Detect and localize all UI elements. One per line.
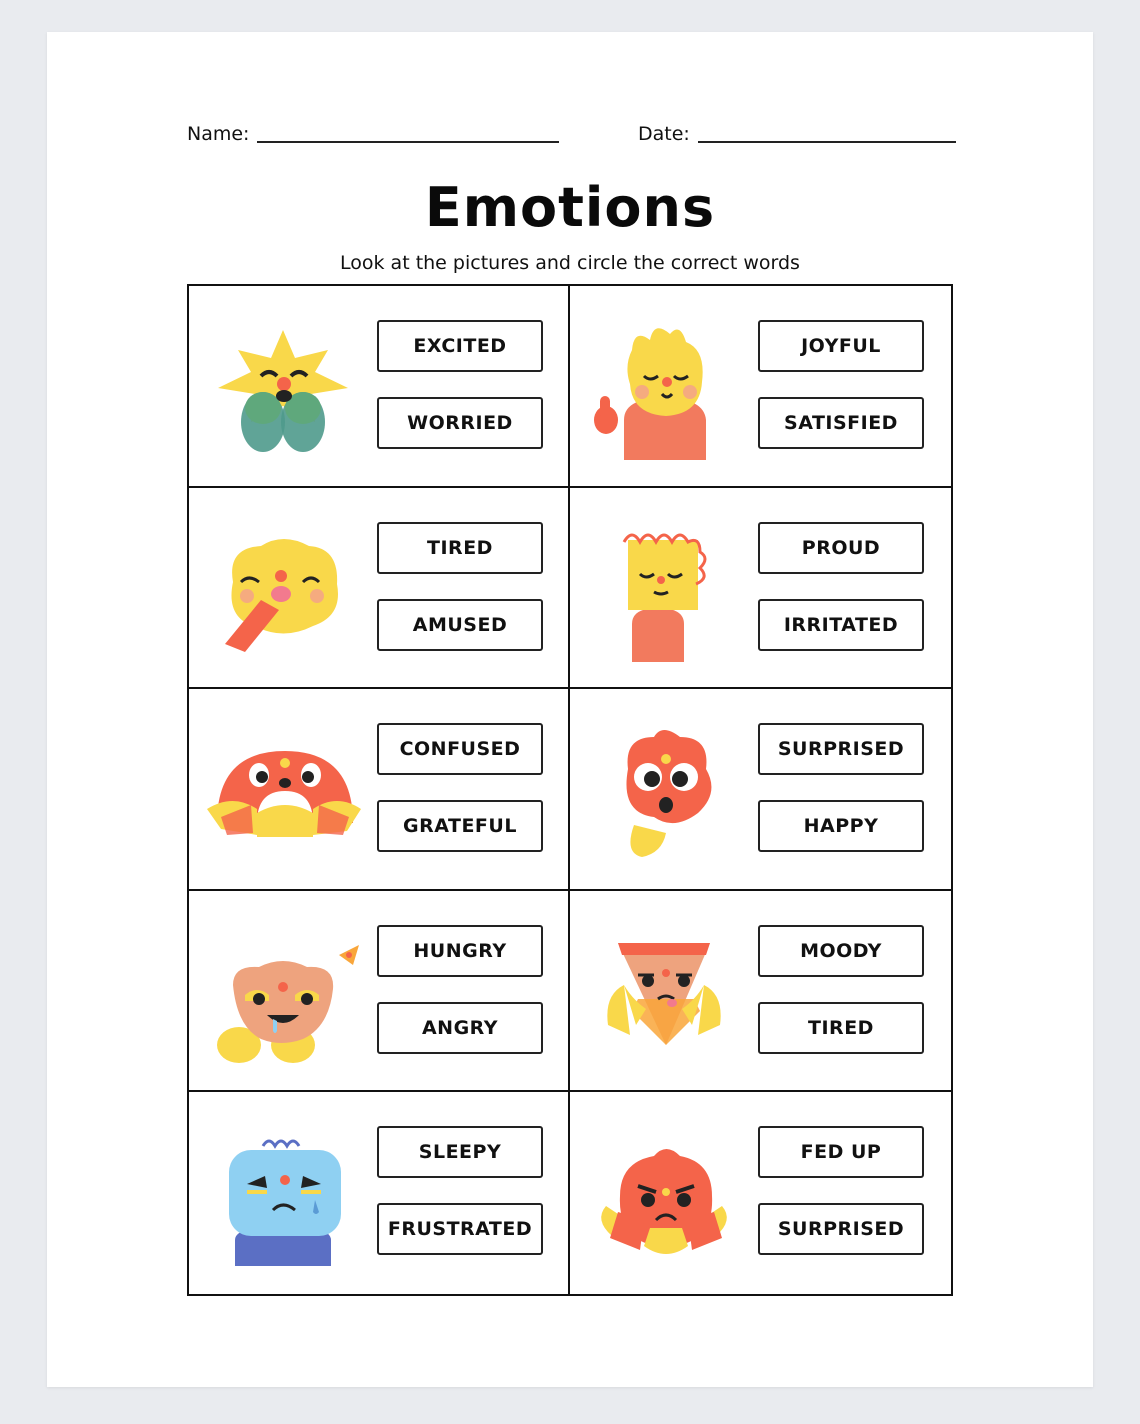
option-word-2[interactable]: SURPRISED [758,1203,924,1255]
emotion-cell [189,488,570,690]
emotion-cell [570,891,951,1093]
option-word-2[interactable]: FRUSTRATED [377,1203,543,1255]
emotion-cell [189,891,570,1093]
joyful-flame-character-icon [584,310,744,460]
option-word-1[interactable]: SLEEPY [377,1126,543,1178]
name-line [257,141,559,143]
confused-rainbow-character-icon [203,713,363,863]
emotion-cell [189,1092,570,1294]
fed-up-orange-character-icon [584,1116,744,1266]
name-label: Name: [187,123,250,145]
option-word-1[interactable]: TIRED [377,522,543,574]
emotion-cell [570,286,951,488]
sleepy-blue-character-icon [203,1116,363,1266]
surprised-mushroom-character-icon [584,713,744,863]
option-word-1[interactable]: PROUD [758,522,924,574]
page-title: Emotions [424,176,716,239]
date-line [698,141,956,143]
option-word-1[interactable]: HUNGRY [377,925,543,977]
hungry-pizza-character-icon [203,915,363,1065]
option-word-1[interactable]: SURPRISED [758,723,924,775]
instruction-text: Look at the pictures and circle the correct words [340,252,800,274]
option-word-2[interactable]: ANGRY [377,1002,543,1054]
option-word-1[interactable]: EXCITED [377,320,543,372]
moody-pizza-slice-character-icon [584,915,744,1065]
emotion-cell [189,286,570,488]
option-word-2[interactable]: IRRITATED [758,599,924,651]
option-word-2[interactable]: HAPPY [758,800,924,852]
option-word-1[interactable]: JOYFUL [758,320,924,372]
option-word-2[interactable]: TIRED [758,1002,924,1054]
emotion-cell [570,1092,951,1294]
option-word-1[interactable]: FED UP [758,1126,924,1178]
date-label: Date: [638,123,690,145]
excited-star-character-icon [203,310,363,460]
option-word-2[interactable]: GRATEFUL [377,800,543,852]
emotions-grid [187,284,953,1296]
option-word-2[interactable]: AMUSED [377,599,543,651]
emotion-cell [570,689,951,891]
option-word-2[interactable]: WORRIED [377,397,543,449]
worksheet-page [47,32,1093,1387]
proud-curly-character-icon [584,512,744,662]
option-word-2[interactable]: SATISFIED [758,397,924,449]
emotion-cell [189,689,570,891]
amused-blob-character-icon [203,512,363,662]
option-word-1[interactable]: MOODY [758,925,924,977]
option-word-1[interactable]: CONFUSED [377,723,543,775]
emotion-cell [570,488,951,690]
